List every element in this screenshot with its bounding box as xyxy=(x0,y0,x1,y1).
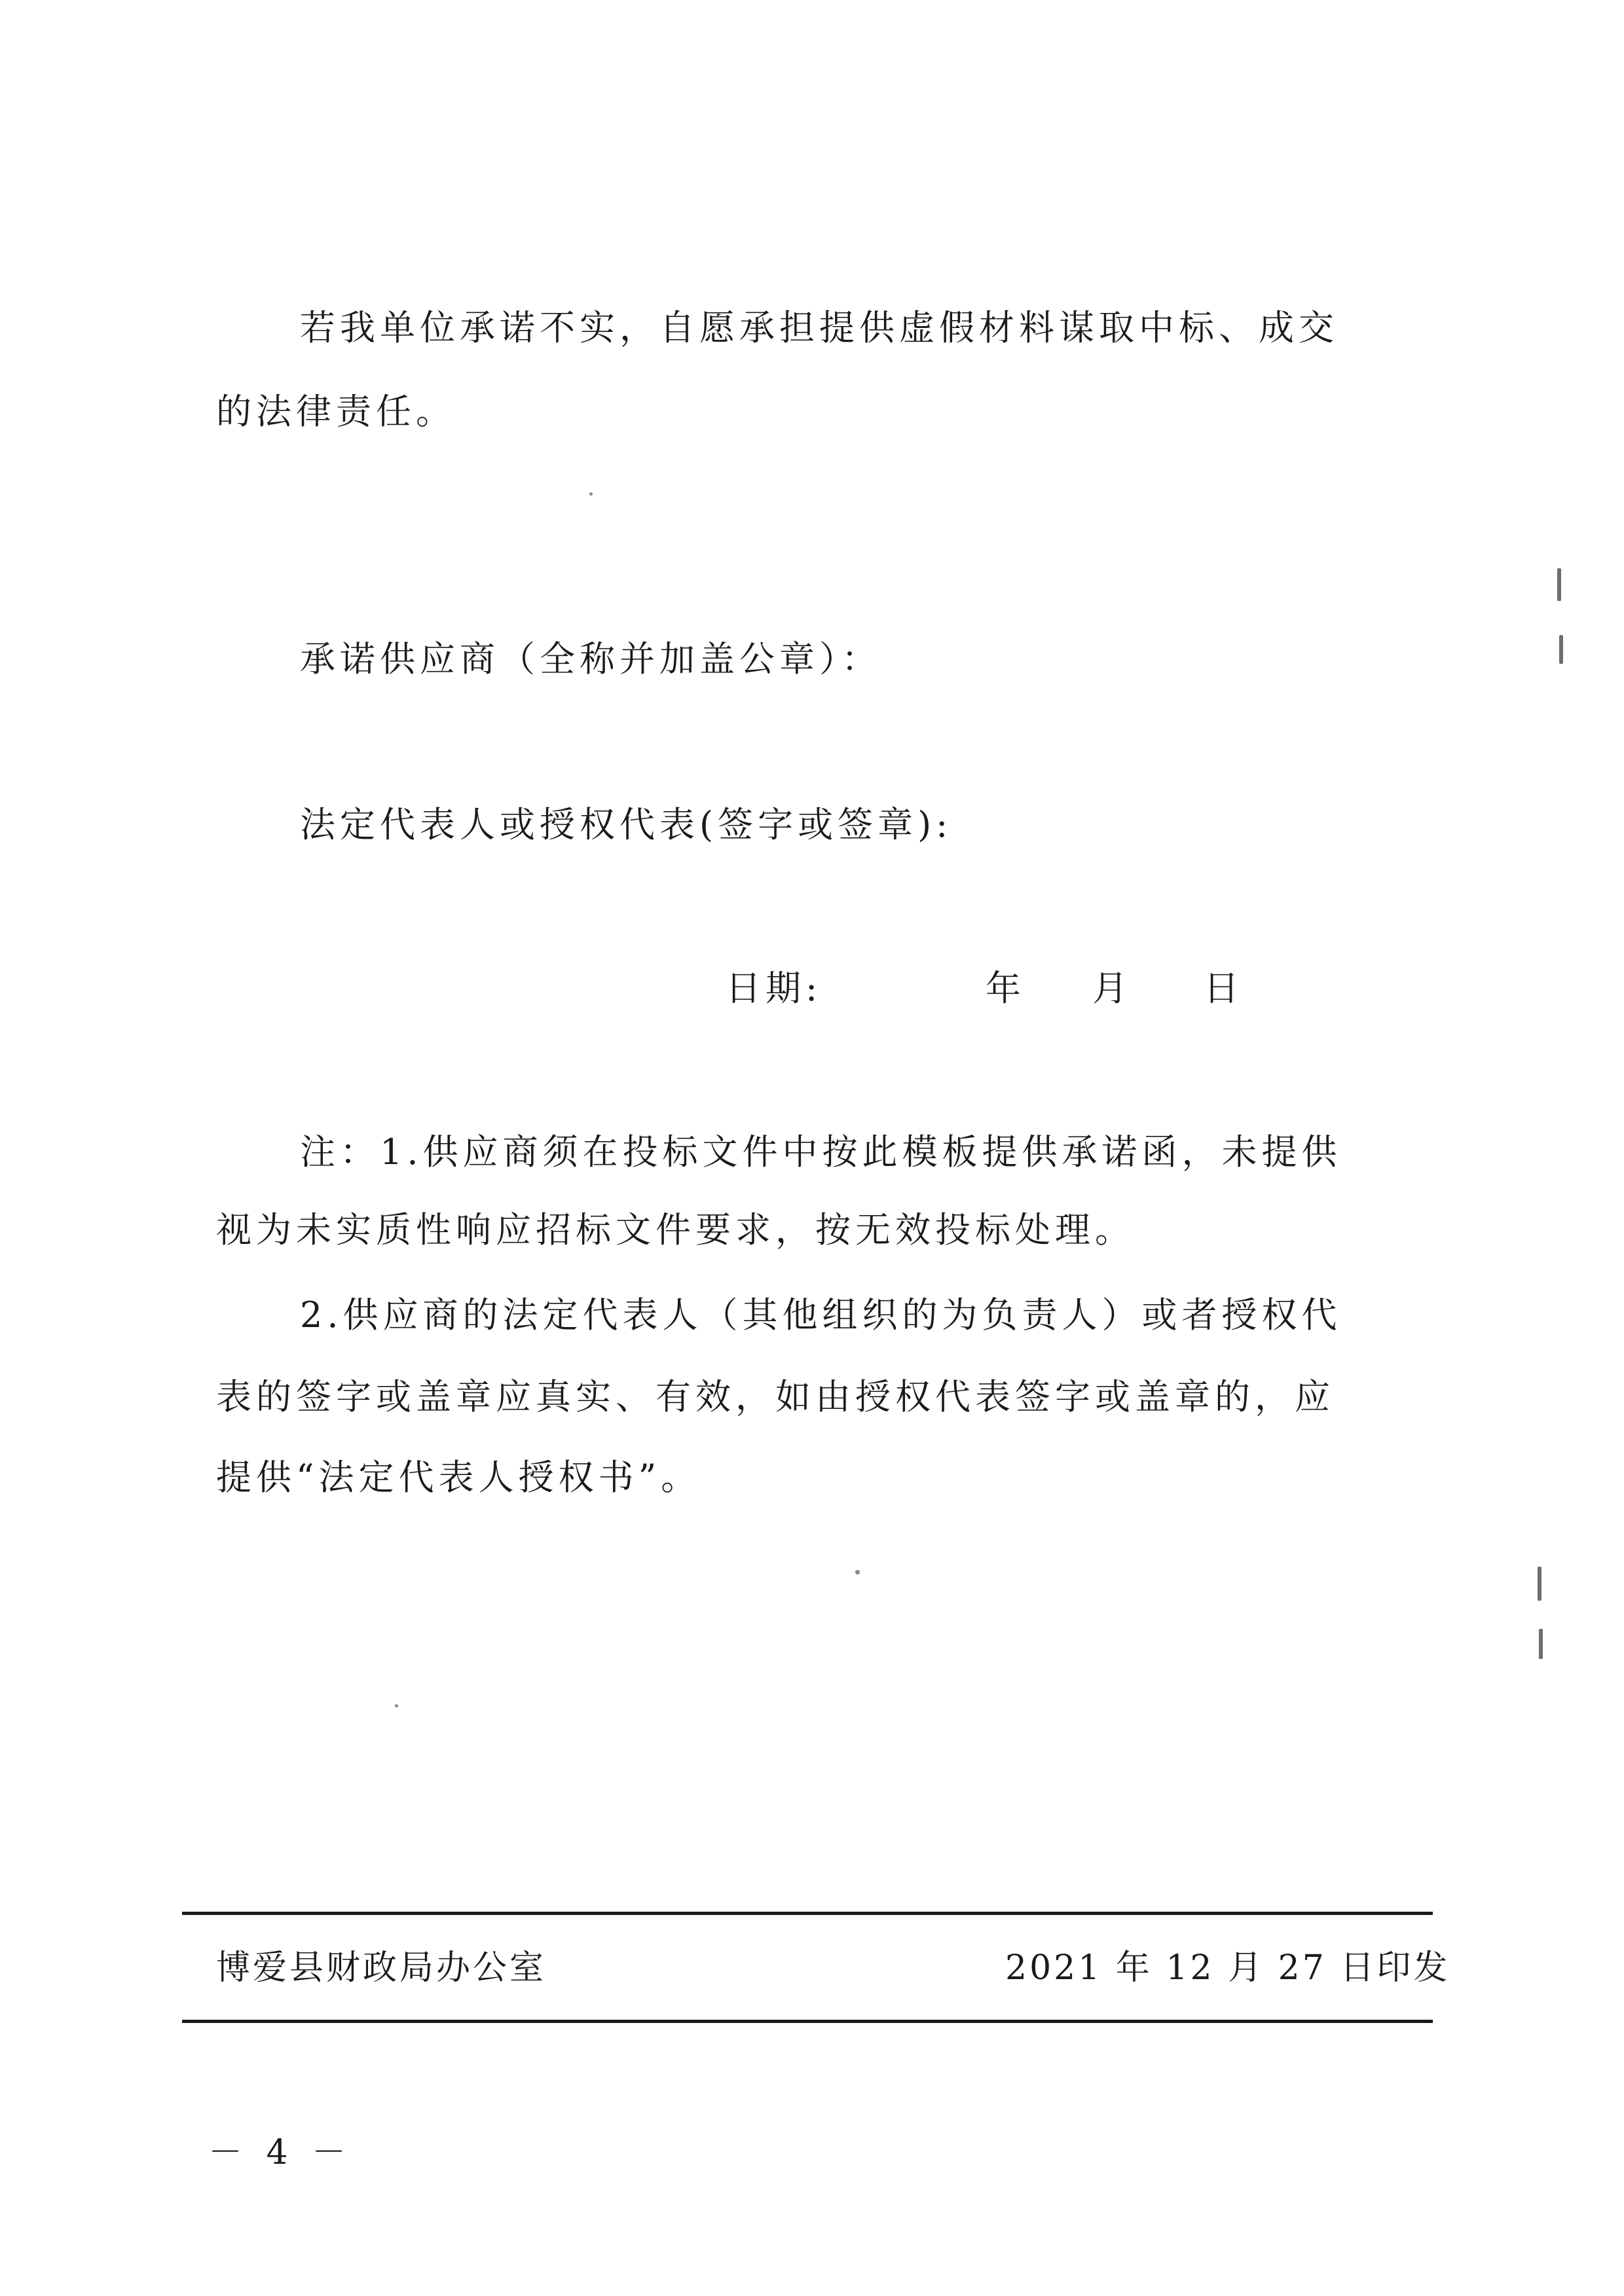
note-2-line-3: 提供“法定代表人授权书”。 xyxy=(216,1457,701,1498)
commitment-line-2: 的法律责任。 xyxy=(216,391,456,432)
page-number: － 4 － xyxy=(208,2133,353,2172)
footer-issuer: 博爱县财政局办公室 xyxy=(216,1948,547,1988)
date-month: 月 xyxy=(1092,968,1132,1009)
note-2-line-2: 表的签字或盖章应真实、有效，如由授权代表签字或盖章的，应 xyxy=(216,1376,1335,1417)
date-label: 日期: xyxy=(726,968,822,1009)
date-year: 年 xyxy=(986,968,1025,1009)
scan-artifact-mark xyxy=(1557,568,1561,601)
note-1-line-1: 注：1.供应商须在投标文件中按此模板提供承诺函，未提供 xyxy=(300,1131,1342,1173)
commitment-line-1: 若我单位承诺不实，自愿承担提供虚假材料谋取中标、成交 xyxy=(300,307,1338,348)
supplier-label: 承诺供应商（全称并加盖公章）： xyxy=(300,638,881,680)
footer-bottom-rule xyxy=(182,2020,1433,2023)
note-2-line-1: 2.供应商的法定代表人（其他组织的为负责人）或者授权代 xyxy=(300,1294,1342,1336)
scan-speck xyxy=(589,492,593,496)
representative-label: 法定代表人或授权代表(签字或签章): xyxy=(300,804,953,845)
footer-top-rule xyxy=(182,1912,1433,1915)
scan-speck xyxy=(395,1704,398,1707)
scan-speck xyxy=(855,1570,860,1575)
scan-artifact-mark xyxy=(1559,635,1563,664)
note-1-line-2: 视为未实质性响应招标文件要求，按无效投标处理。 xyxy=(216,1209,1135,1250)
scan-artifact-mark xyxy=(1538,1567,1541,1601)
scan-artifact-mark xyxy=(1539,1629,1543,1659)
date-day: 日 xyxy=(1204,968,1244,1009)
footer-issue-date: 2021 年 12 月 27 日印发 xyxy=(1005,1948,1450,1988)
